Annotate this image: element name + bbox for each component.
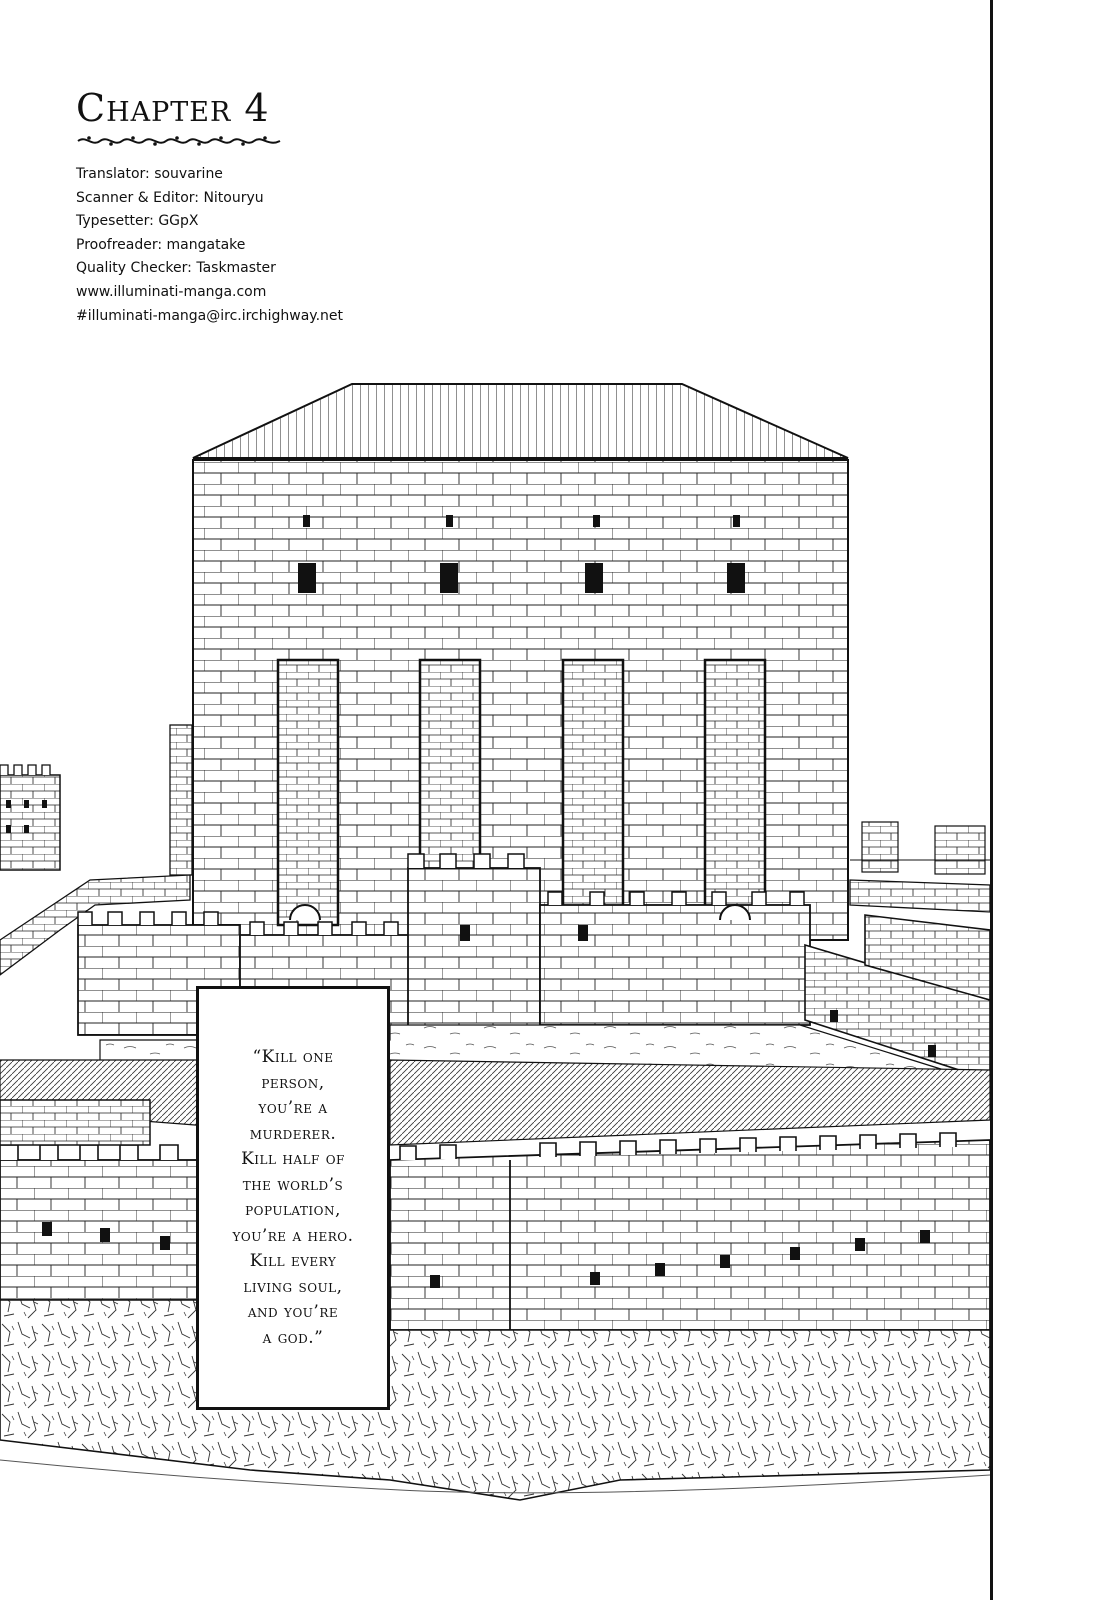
credit-proofreader: Proofreader: mangatake bbox=[76, 236, 246, 253]
outer-wall-right bbox=[390, 1133, 990, 1330]
quote-text: “Kill one person, you’re a murderer. Kill half of the world’s population, you’re a hero. Kill every living soul, and you’re a god.” bbox=[232, 1047, 354, 1348]
credit-typesetter: Typesetter: GGpX bbox=[76, 213, 199, 230]
rock-cliff bbox=[0, 1300, 990, 1500]
credit-quality-checker: Quality Checker: Taskmaster bbox=[76, 260, 276, 277]
outer-wall-left bbox=[0, 1100, 200, 1300]
panel-border-right bbox=[990, 0, 993, 1600]
credit-scanner-editor: Scanner & Editor: Nitouryu bbox=[76, 189, 264, 206]
credit-website: www.illuminati-manga.com bbox=[76, 283, 267, 300]
credit-translator: Translator: souvarine bbox=[76, 166, 223, 182]
chapter-title: Chapter 4 bbox=[76, 86, 270, 130]
quote-box bbox=[196, 986, 390, 1410]
distant-left-towers bbox=[0, 725, 192, 875]
ornament-divider bbox=[76, 134, 282, 148]
distant-right-towers bbox=[850, 822, 990, 874]
keep-roof bbox=[193, 384, 848, 458]
credit-irc-channel: #illuminati-manga@irc.irchighway.net bbox=[76, 307, 344, 324]
credits-list bbox=[76, 163, 343, 328]
